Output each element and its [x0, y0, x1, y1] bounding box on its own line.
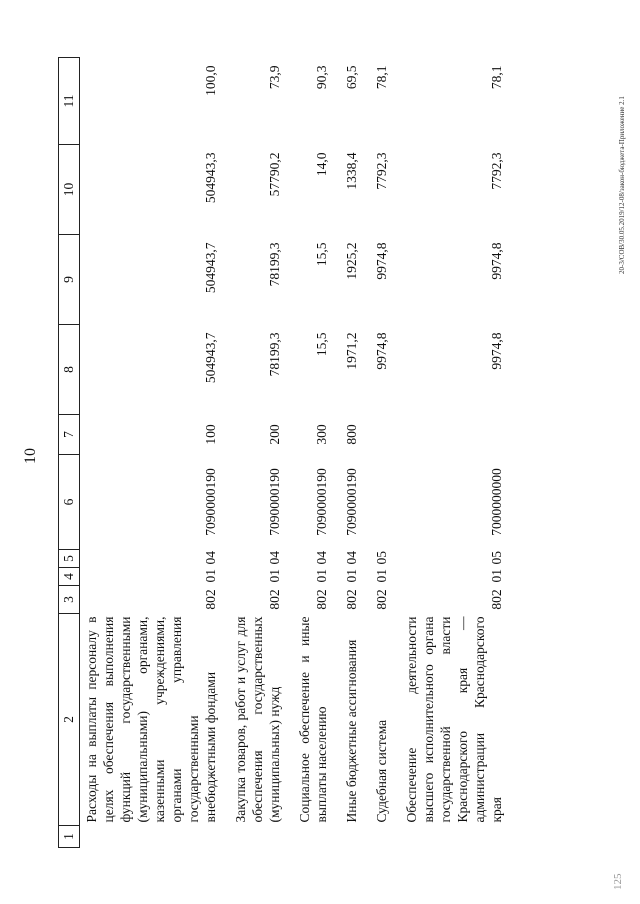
cell-section: 01: [344, 569, 359, 583]
col-header: 11: [59, 58, 80, 145]
cell-value: 7792,3: [489, 152, 504, 190]
cell-empty: [400, 826, 515, 848]
cell-percent: 73,9: [267, 65, 282, 90]
cell-value: 78199,3: [267, 332, 282, 377]
cell-value: 15,5: [314, 332, 329, 357]
cell-empty: [340, 826, 370, 848]
cell-target-article: [370, 455, 400, 550]
cell-code: 802: [267, 589, 282, 610]
col-header: 1: [59, 826, 80, 848]
cell-code: 802: [489, 589, 504, 610]
cell-code: 802: [374, 589, 389, 610]
cell-empty: [293, 826, 340, 848]
col-header: 3: [59, 586, 80, 614]
cell-empty: [229, 826, 293, 848]
cell-value: 9974,8: [489, 332, 504, 370]
table-row: [340, 58, 370, 848]
cell-value: 1338,4: [344, 152, 359, 190]
cell-section: 01: [489, 569, 504, 583]
cell-subsection: 04: [203, 551, 218, 565]
col-header: 7: [59, 415, 80, 455]
cell-section: 01: [314, 569, 329, 583]
table-row: [370, 58, 400, 848]
table-row: [400, 58, 515, 848]
cell-expense-type: [370, 415, 400, 455]
col-header: 9: [59, 235, 80, 325]
cell-percent: 78,1: [374, 65, 389, 90]
cell-section: 01: [374, 569, 389, 583]
cell-subsection: 05: [374, 551, 389, 565]
cell-value: 57790,2: [267, 152, 282, 197]
cell-value: 9974,8: [374, 332, 389, 370]
cell-value: 504943,7: [203, 242, 218, 294]
cell-subsection: 04: [314, 551, 329, 565]
cell-value: 7792,3: [374, 152, 389, 190]
col-header: 2: [59, 614, 80, 826]
table-row: [293, 58, 340, 848]
cell-expense-type: 100: [203, 424, 218, 445]
cell-section: 01: [203, 569, 218, 583]
cell-subsection: 04: [344, 551, 359, 565]
cell-section: 01: [267, 569, 282, 583]
cell-empty: [80, 826, 230, 848]
cell-target-article: 7090000190: [344, 468, 359, 536]
col-header: 8: [59, 325, 80, 415]
cell-subsection: 05: [489, 551, 504, 565]
cell-value: 1971,2: [344, 332, 359, 370]
cell-value: 504943,3: [203, 152, 218, 204]
cell-value: 9974,8: [374, 242, 389, 280]
row-name: Обеспечение деятельности высшего исполнительного органа государственной власти Краснодарского края — администрации Краснодарского края: [404, 616, 504, 823]
cell-expense-type: 200: [267, 424, 282, 445]
page-number: 10: [22, 448, 39, 464]
cell-code: 802: [314, 589, 329, 610]
table-row: [80, 58, 230, 848]
cell-expense-type: 800: [344, 424, 359, 445]
cell-target-article: 7000000000: [489, 468, 504, 536]
cell-empty: [370, 826, 400, 848]
row-name: Расходы на выплаты персоналу в целях обеспечения выполнения функций государственными (муниципальными) органами, казенными учреждениями, органами управления государственными внебюджетными фондами: [84, 616, 218, 823]
cell-target-article: 7090000190: [267, 468, 282, 536]
col-header: 6: [59, 455, 80, 550]
cell-percent: 78,1: [489, 65, 504, 90]
col-header: 10: [59, 145, 80, 235]
row-name: Иные бюджетные ассигнования: [344, 639, 359, 823]
cell-subsection: 04: [267, 551, 282, 565]
cell-code: 802: [344, 589, 359, 610]
col-header: 4: [59, 568, 80, 586]
cell-value: 9974,8: [489, 242, 504, 280]
cell-target-article: 7090000190: [203, 468, 218, 536]
scan-mark: 125: [612, 873, 624, 890]
cell-expense-type: [400, 415, 515, 455]
cell-percent: 100,0: [203, 65, 218, 96]
cell-code: 802: [203, 589, 218, 610]
cell-value: 14,0: [314, 152, 329, 177]
cell-percent: 69,5: [344, 65, 359, 90]
budget-table: [58, 57, 515, 848]
table-header-row: [59, 58, 80, 848]
cell-percent: 90,3: [314, 65, 329, 90]
cell-target-article: 7090000190: [314, 468, 329, 536]
side-note: 20-3/СОВ/30.05.2019/12-08/закон-бюджета-Приложение 2.1: [618, 96, 626, 274]
col-header: 5: [59, 550, 80, 568]
cell-value: 504943,7: [203, 332, 218, 384]
cell-value: 78199,3: [267, 242, 282, 287]
cell-expense-type: 300: [314, 424, 329, 445]
row-name: Социальное обеспечение и иные выплаты населению: [297, 616, 329, 823]
row-name: Закупка товаров, работ и услуг для обеспечения государственных (муниципальных) нужд: [233, 616, 282, 823]
table-row: [229, 58, 293, 848]
cell-value: 15,5: [314, 242, 329, 267]
row-name: Судебная система: [374, 719, 389, 823]
cell-value: 1925,2: [344, 242, 359, 280]
